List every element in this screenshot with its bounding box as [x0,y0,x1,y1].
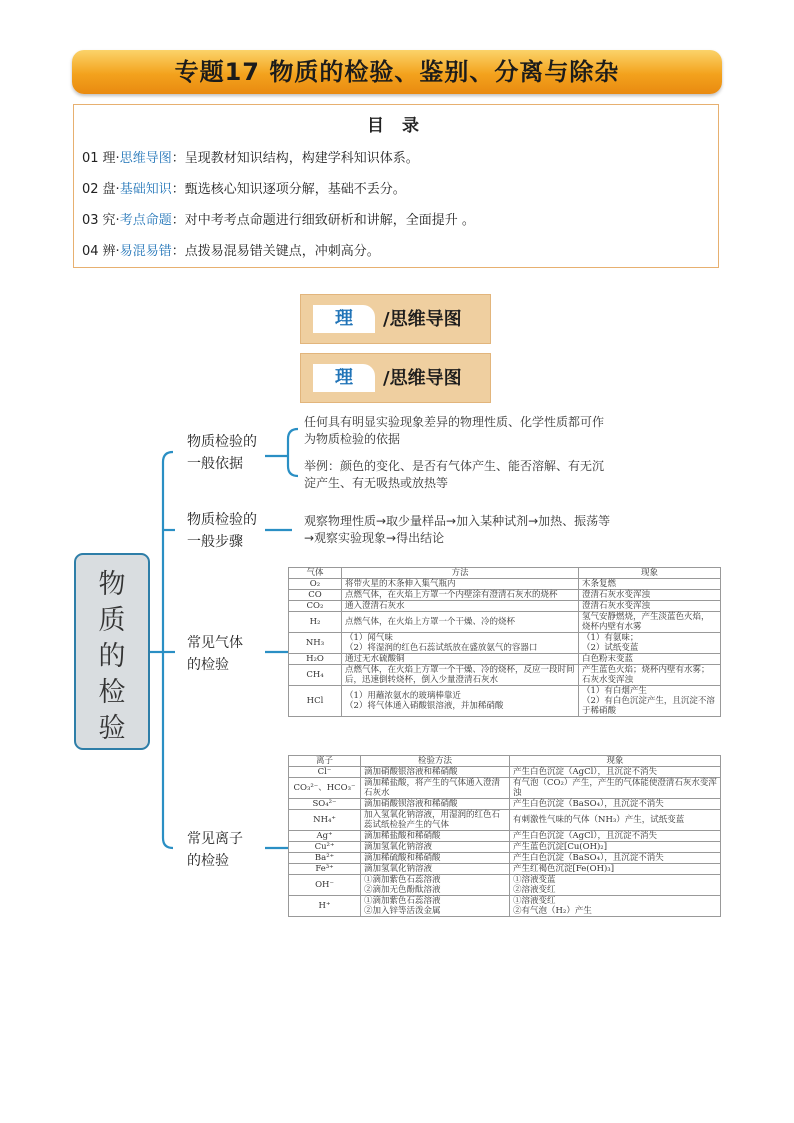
table-cell: 氢气安静燃烧，产生淡蓝色火焰，烧杯内壁有水雾 [579,612,721,633]
table-row [289,665,721,686]
table-cell: 通过无水硫酸铜 [342,654,579,665]
mindmap-root: 物 质 的 检 验 [74,553,150,750]
table-cell-label: O₂ [289,579,342,590]
table-row [289,810,721,831]
branch-gas-test: 常见气体 的检验 [187,635,243,673]
toc-heading: 目 录 [367,116,425,136]
table-cell: 将带火星的木条伸入集气瓶内 [342,579,579,590]
table-cell: 滴加稀盐酸和稀硝酸 [361,831,510,842]
branch-detection-steps: 物质检验的 一般步骤 [187,512,257,550]
table-cell: 滴加硝酸钡溶液和稀硝酸 [361,799,510,810]
table-cell: 滴加稀盐酸，将产生的气体通入澄清石灰水 [361,778,510,799]
table-cell: 滴加氢氧化钠溶液 [361,842,510,853]
table-row [289,864,721,875]
table-cell: 通入澄清石灰水 [342,601,579,612]
toc-item[interactable]: 02 盘·基础知识：甄选核心知识逐项分解，基础不丢分。 [82,182,406,197]
table-row [289,853,721,864]
page-title: 专题17 物质的检验、鉴别、分离与除杂 [174,58,620,86]
table-cell: 点燃气体，在火焰上方罩一个干燥、冷的烧杯，反应一段时间后，迅速倒转烧杯，倒入少量澄清石灰水 [342,665,579,686]
table-cell: ①溶液变红 ②有气泡（H₂）产生 [510,896,721,917]
table-cell: 有刺激性气味的气体（NH₃）产生，试纸变蓝 [510,810,721,831]
table-header-row: 气体 方法 现象 [289,568,721,579]
table-cell-label: CO₃²⁻、HCO₃⁻ [289,778,361,799]
table-row [289,778,721,799]
table-cell-label: CH₄ [289,665,342,686]
table-header-row: 离子 检验方法 现象 [289,756,721,767]
table-cell-label: Ba²⁺ [289,853,361,864]
section-label: /思维导图 [383,368,462,389]
table-cell: 产生白色沉淀（AgCl），且沉淀不消失 [510,831,721,842]
table-cell: （1）有白烟产生 （2）有白色沉淀产生，且沉淀不溶于稀硝酸 [579,686,721,717]
table-cell: 产生白色沉淀（BaSO₄），且沉淀不消失 [510,853,721,864]
table-cell-label: CO [289,590,342,601]
toc-item[interactable]: 01 理·思维导图：呈现教材知识结构，构建学科知识体系。 [82,151,419,166]
table-cell: 点燃气体，在火焰上方罩一个干燥、冷的烧杯 [342,612,579,633]
toc-item[interactable]: 03 究·考点命题：对中考考点命题进行细致研析和讲解，全面提升 。 [82,213,475,228]
table-row [289,896,721,917]
table-row [289,842,721,853]
table-cell: 滴加氢氧化钠溶液 [361,864,510,875]
table-cell: 木条复燃 [579,579,721,590]
section-badge: 理 [313,305,375,333]
table-row [289,590,721,601]
table-row [289,612,721,633]
table-cell: 产生蓝色沉淀[Cu(OH)₂] [510,842,721,853]
table-cell: 产生白色沉淀（AgCl），且沉淀不消失 [510,767,721,778]
table-cell: 产生蓝色火焰；烧杯内壁有水雾；石灰水变浑浊 [579,665,721,686]
table-row [289,875,721,896]
table-cell-label: OH⁻ [289,875,361,896]
table-cell: 滴加硝酸银溶液和稀硝酸 [361,767,510,778]
gas-test-table [288,567,721,717]
table-cell: 加入氢氧化钠溶液，用湿润的红色石蕊试纸检验产生的气体 [361,810,510,831]
table-cell: 产生白色沉淀（BaSO₄），且沉淀不消失 [510,799,721,810]
section-label: /思维导图 [383,309,462,330]
table-row [289,686,721,717]
table-row [289,579,721,590]
table-cell: （1）闻气味 （2）将湿润的红色石蕊试纸放在盛放氨气的容器口 [342,633,579,654]
table-row [289,831,721,842]
table-cell-label: Ag⁺ [289,831,361,842]
ion-test-table [288,755,721,917]
table-cell-label: H⁺ [289,896,361,917]
table-cell-label: Fe³⁺ [289,864,361,875]
table-row [289,654,721,665]
table-cell: 点燃气体，在火焰上方罩一个内壁涂有澄清石灰水的烧杯 [342,590,579,601]
table-row [289,633,721,654]
table-cell-label: SO₄²⁻ [289,799,361,810]
table-cell: 白色粉末变蓝 [579,654,721,665]
table-cell-label: HCl [289,686,342,717]
table-cell-label: H₂O [289,654,342,665]
steps-description: 观察物理性质→取少量样品→加入某种试剂→加热、振荡等→观察实验现象→得出结论 [304,514,611,545]
table-cell: ①溶液变蓝 ②溶液变红 [510,875,721,896]
table-cell-label: Cu²⁺ [289,842,361,853]
table-row [289,799,721,810]
table-cell: 有气泡（CO₂）产生，产生的气体能使澄清石灰水变浑浊 [510,778,721,799]
table-cell-label: CO₂ [289,601,342,612]
basis-description: 任何具有明显实验现象差异的物理性质、化学性质都可作为物质检验的依据 [304,415,605,446]
table-cell-label: NH₃ [289,633,342,654]
table-cell: （1）有氨味； （2）试纸变蓝 [579,633,721,654]
table-cell: 澄清石灰水变浑浊 [579,590,721,601]
branch-detection-basis: 物质检验的 一般依据 [187,434,257,472]
table-row [289,601,721,612]
toc-item[interactable]: 04 辨·易混易错：点拨易混易错关键点，冲刺高分。 [82,244,380,259]
section-badge: 理 [313,364,375,392]
table-cell-label: H₂ [289,612,342,633]
table-row [289,767,721,778]
table-cell: ①滴加紫色石蕊溶液 ②加入锌等活泼金属 [361,896,510,917]
basis-example: 举例：颜色的变化、是否有气体产生、能否溶解、有无沉淀产生、有无吸热或放热等 [304,459,605,490]
table-cell-label: NH₄⁺ [289,810,361,831]
table-cell: ①滴加紫色石蕊溶液 ②滴加无色酚酞溶液 [361,875,510,896]
branch-ion-test: 常见离子 的检验 [187,831,243,869]
table-cell: 澄清石灰水变浑浊 [579,601,721,612]
table-cell: 滴加稀硫酸和稀硝酸 [361,853,510,864]
table-cell: 产生红褐色沉淀[Fe(OH)₃] [510,864,721,875]
table-cell: （1）用蘸浓氨水的玻璃棒靠近 （2）将气体通入硝酸银溶液，并加稀硝酸 [342,686,579,717]
table-cell-label: Cl⁻ [289,767,361,778]
